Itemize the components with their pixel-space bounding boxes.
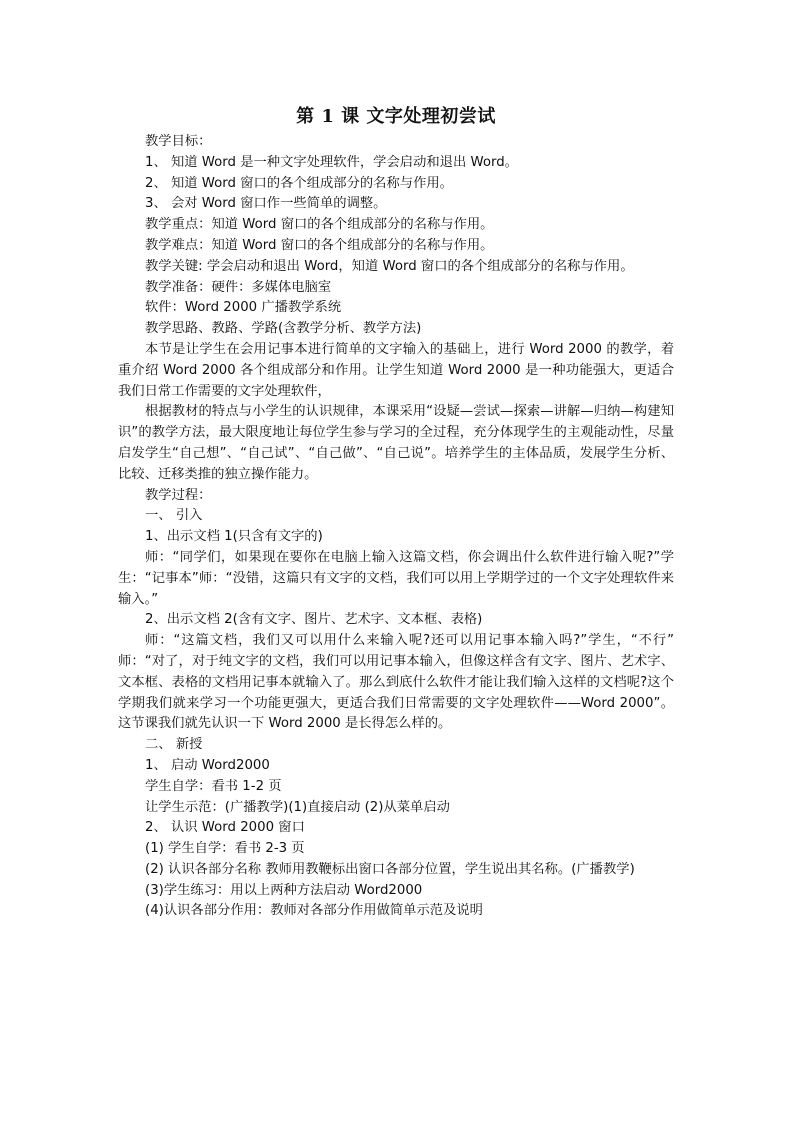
paragraph-key: 教学关键: 学会启动和退出 Word，知道 Word 窗口的各个组成部分的名称与作用。 [145,258,634,274]
paragraph-objective-3: 3、 会对 Word 窗口作一些简单的调整。 [145,196,387,212]
paragraph-part-functions: (4)认识各部分作用：教师对各部分作用做简单示范及说明 [145,903,483,919]
paragraph-start-word: 1、 启动 Word2000 [145,757,270,773]
paragraph-show-doc-1: 1、出示文档 1(只含有文字的) [145,529,323,545]
paragraph-dialogue-1: 师：“同学们，如果现在要你在电脑上输入这篇文档，你会调出什么软件进行输入呢?”学生：“记事本”师：“没错，这篇只有文字的文档，我们可以用上学期学过的一个文字处理软件来输入。” [118,549,674,607]
paragraph-objectives-heading: 教学目标： [145,134,212,149]
paragraph-objective-2: 2、 知道 Word 窗口的各个组成部分的名称与作用。 [145,175,453,191]
paragraph-method: 根据教材的特点与小学生的认识规律，本课采用“设疑—尝试—探索—讲解—归纳—构建知识”的教学方法，最大限度地让每位学生参与学习的全过程，充分体现学生的主观能动性，尽量启发学生“自己想”、“自己试”、“自己做”、“自己说”。培养学生的主体品质，发展学生分析、比较、迁移类推的独立操作能力。 [118,404,674,482]
paragraph-self-study-2: (1) 学生自学：看书 2-3 页 [145,841,305,857]
paragraph-intro-analysis: 本节是让学生在会用记事本进行简单的文字输入的基础上，进行 Word 2000 的教学，着重介绍 Word 2000 各个组成部分和作用。让学生知道 Word 2000 是一种功能强大，更适合我们日常工作需要的文字处理软件， [118,341,674,399]
document-title: 第 1 课 文字处理初尝试 [296,106,496,127]
paragraph-teaching-approach: 教学思路、教路、学路(含教学分析、教学方法) [145,321,422,337]
paragraph-hardware: 教学准备：硬件：多媒体电脑室 [145,279,332,295]
paragraph-process-heading: 教学过程： [145,487,212,503]
paragraph-practice: (3)学生练习：用以上两种方法启动 Word2000 [145,882,423,898]
paragraph-section-new: 二、 新授 [145,737,203,753]
paragraph-demo: 让学生示范：(广播教学)(1)直接启动 (2)从菜单启动 [145,799,450,815]
paragraph-know-window: 2、 认识 Word 2000 窗口 [145,820,305,836]
paragraph-difficulty: 教学难点：知道 Word 窗口的各个组成部分的名称与作用。 [145,237,494,253]
paragraph-section-intro: 一、 引入 [145,508,203,524]
document-page [118,104,674,922]
paragraph-part-names: (2) 认识各部分名称 教师用教鞭标出窗口各部分位置，学生说出其名称。(广播教学) [145,861,635,877]
paragraph-objective-1: 1、 知道 Word 是一种文字处理软件，学会启动和退出 Word。 [145,154,518,170]
paragraph-show-doc-2: 2、出示文档 2(含有文字、图片、艺术字、文本框、表格) [145,612,483,628]
paragraph-dialogue-2: 师：“这篇文档，我们又可以用什么来输入呢?还可以用记事本输入吗?”学生，“不行” 师：“对了，对于纯文字的文档，我们可以用记事本输入，但像这样含有文字、图片、艺术字、文本框、表格的文档用记事本就输入了。那么到底什么软件才能让我们输入这样的文档呢?这个学期我们就来学习一个功能更强大，更适合我们日常需要的文字处理软件——Word 2000”。这节课我们就先认识一下 Word 2000 是长得怎么样的。 [118,633,674,732]
paragraph-key-point: 教学重点：知道 Word 窗口的各个组成部分的名称与作用。 [145,217,494,233]
paragraph-software: 软件：Word 2000 广播教学系统 [145,300,342,316]
paragraph-self-study-1: 学生自学：看书 1-2 页 [145,778,282,794]
